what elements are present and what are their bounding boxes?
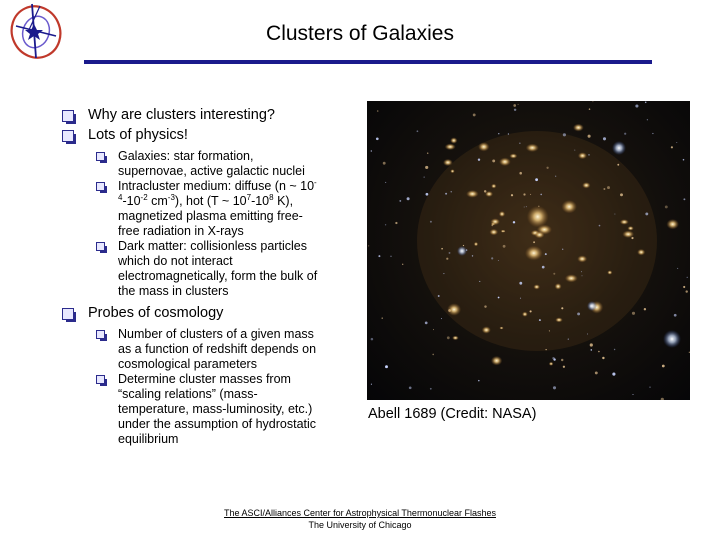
sub-bullet-marker-icon [96, 152, 105, 161]
bullet-text: Lots of physics! [88, 127, 188, 143]
sub-bullet-text: Number of clusters of a given mass as a function of redshift depends on cosmological parameters [118, 327, 317, 371]
sub-bullet-marker-icon [96, 182, 105, 191]
sub-bullet-item [96, 239, 324, 299]
bullet-item [62, 105, 362, 125]
sub-bullet-item [96, 327, 324, 372]
bullet-list [62, 105, 362, 449]
sub-bullet-text: Galaxies: star formation, supernovae, active galactic nuclei [118, 149, 305, 178]
bullet-text: Probes of cosmology [88, 305, 224, 321]
footer [190, 507, 530, 531]
bullet-text: Why are clusters interesting? [88, 107, 275, 123]
image-caption: Abell 1689 (Credit: NASA) [368, 406, 537, 422]
flash-center-logo-icon [6, 2, 62, 64]
sub-bullet-marker-icon [96, 242, 105, 251]
bullet-marker-icon [62, 130, 74, 142]
bullet-item [62, 125, 362, 145]
footer-link[interactable]: The ASCI/Alliances Center for Astrophysical Thermonuclear Flashes [224, 508, 496, 518]
title-divider [84, 60, 652, 64]
galaxy-cluster-photo [367, 101, 690, 400]
slide-title: Clusters of Galaxies [266, 22, 454, 45]
bullet-item [62, 303, 362, 323]
sub-bullet-text: Dark matter: collisionless particles which do not interact electromagnetically, form the bulk of the mass in clusters [118, 239, 318, 298]
sub-bullet-text: Determine cluster masses from “scaling relations” (mass-temperature, mass-luminosity, etc.) under the assumption of hydrostatic equilibrium [118, 372, 317, 446]
bullet-marker-icon [62, 308, 74, 320]
sub-bullet-marker-icon [96, 375, 105, 384]
sub-bullet-text: Intracluster medium: diffuse (n ~ $10^{-4}-10^{-2}$ $cm^{-3}$), hot (T ~ $10^7-10^8$ K), magnetized plasma emitting free-free radiation in X-rays [118, 177, 317, 238]
bullet-marker-icon [62, 110, 74, 122]
sub-bullet-item [96, 179, 324, 239]
footer-institution: The University of Chicago [308, 520, 412, 530]
sub-bullet-marker-icon [96, 330, 105, 339]
sub-bullet-item [96, 149, 324, 179]
sub-bullet-item [96, 372, 324, 447]
